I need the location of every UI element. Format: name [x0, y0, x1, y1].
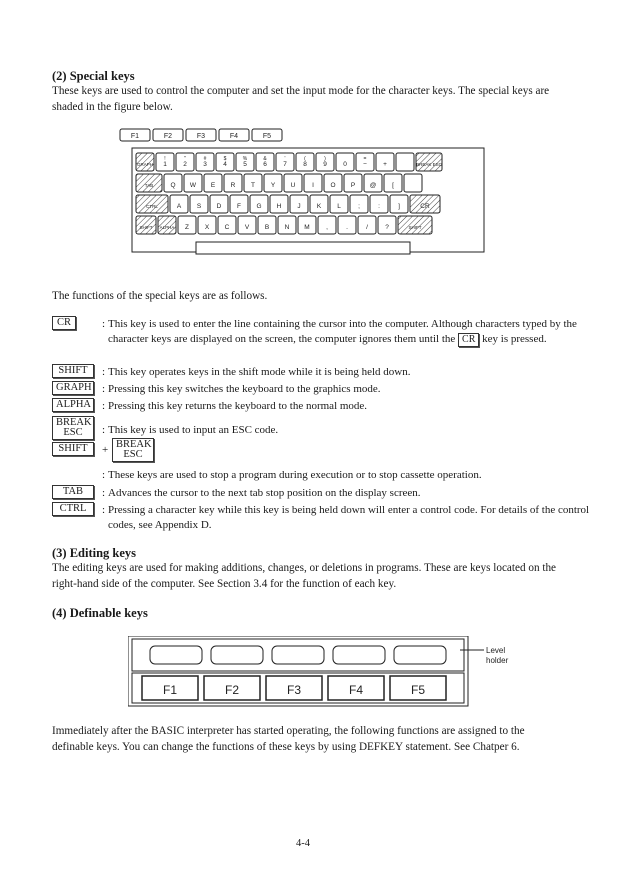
key-label: /	[366, 224, 368, 231]
key-label: X	[204, 224, 210, 231]
shift-key-label: SHIFT	[52, 364, 94, 378]
key-label: N	[284, 224, 290, 231]
cr-key-label: CR	[52, 316, 76, 330]
key-label: F	[237, 203, 241, 210]
definable-key-label-f3: F3	[286, 683, 302, 697]
special-keys-heading: (2) Special keys	[52, 69, 135, 83]
key-shift-label: '	[284, 156, 286, 162]
fkey-label-f1: F1	[130, 133, 140, 140]
key-shift-label: %	[242, 156, 248, 162]
break-esc-description: This key is used to input an ESC code.	[108, 424, 279, 436]
key-shift-label: &	[263, 156, 267, 162]
holder-slot	[333, 646, 385, 664]
cr-desc-text: This key is used to enter the line containing the cursor into the computer. Although characters typed by the character keys are displayed on the screen, the computer ignores them until the	[108, 318, 577, 345]
alpha-key-label: ALPHA	[52, 398, 94, 412]
special-keys-intro: These keys are used to control the computer and set the input mode for the character keys. The special keys are shaded in the figure below.	[52, 85, 550, 113]
fkey-label-f2: F2	[163, 133, 173, 140]
fkey-label-f4: F4	[229, 133, 239, 140]
key-label: G	[256, 203, 262, 210]
colon: :	[102, 383, 106, 395]
key-shift-label: "	[184, 156, 186, 162]
key-label: K	[316, 203, 322, 210]
keyboard-function-keys	[120, 129, 282, 141]
key-label: 4	[223, 161, 227, 168]
shift-description: This key operates keys in the shift mode while it is being held down.	[108, 366, 411, 378]
space-bar	[196, 242, 410, 254]
shift-combo-key: SHIFT	[52, 442, 94, 456]
functions-intro: The functions of the special keys are as follows.	[52, 290, 268, 302]
def-ctrl	[52, 502, 590, 534]
key-label: W	[189, 182, 197, 189]
definable-fkeys	[142, 676, 446, 700]
page-number: 4-4	[296, 838, 310, 849]
key-label: I	[312, 182, 314, 189]
key-label: J	[297, 203, 301, 210]
alpha-description: Pressing this key returns the keyboard to the normal mode.	[108, 400, 368, 412]
level-holder-label-1: Level	[486, 646, 506, 655]
break-esc-combo-key	[112, 438, 154, 462]
cr-desc-tail: key is pressed.	[482, 332, 547, 345]
shift-break-description: These keys are used to stop a program during execution or to stop cassette operation.	[108, 469, 482, 481]
colon: :	[102, 504, 106, 516]
key-label: Y	[270, 182, 276, 189]
key-label: 0	[343, 161, 347, 168]
key-label: M	[304, 224, 310, 231]
fkey-label-f3: F3	[196, 133, 206, 140]
keyboard-keys	[136, 153, 443, 234]
key-label: BREAK ESC	[416, 162, 442, 167]
cr-description	[108, 317, 600, 347]
key-label: ]	[398, 203, 400, 210]
key-shift-label: )	[324, 156, 326, 162]
key-label: 7	[283, 161, 287, 168]
key-label: :	[378, 203, 380, 210]
definable-keys-after: Immediately after the BASIC interpreter has started operating, the following functions are assigned to the definable keys. You can change the functions of these keys by using DEFKEY statement. See Chatper 6.	[52, 725, 525, 753]
key-label: 2	[183, 161, 187, 168]
key-label: C	[224, 224, 230, 231]
colon: :	[102, 424, 106, 436]
editing-keys-body: The editing keys are used for making additions, changes, or deletions in programs. These are keys located on the right-hand side of the computer. See Section 3.4 for the function of each key.	[52, 562, 557, 590]
def-cr	[52, 316, 577, 360]
key-label: B	[264, 224, 270, 231]
colon: :	[102, 318, 106, 330]
key-label: V	[244, 224, 250, 231]
def-shift-break	[52, 438, 572, 484]
key-label: 6	[263, 161, 267, 168]
key-shift-label: $	[223, 156, 227, 162]
key-label: ,	[326, 224, 328, 231]
definable-key-label-f2: F2	[224, 683, 240, 697]
key-label: P	[350, 182, 356, 189]
key-label: T	[251, 182, 255, 189]
key-label: GRAPH	[136, 162, 154, 167]
break-esc-key-label	[52, 416, 94, 440]
key-label: 3	[203, 161, 207, 168]
graph-description: Pressing this key switches the keyboard to the graphics mode.	[108, 383, 381, 395]
key	[404, 174, 422, 192]
key-label: [	[392, 182, 394, 189]
key-label: A	[176, 203, 182, 210]
definable-keys-heading: (4) Definable keys	[52, 606, 148, 620]
level-holder-slots	[150, 646, 446, 664]
holder-slot	[211, 646, 263, 664]
key-label: CR	[420, 203, 430, 210]
holder-slot	[394, 646, 446, 664]
cr-inline-key: CR	[458, 333, 479, 347]
colon: :	[102, 469, 106, 481]
def-break-esc	[52, 416, 572, 440]
key-label: 9	[323, 161, 327, 168]
key-label: E	[210, 182, 216, 189]
level-holder-label-2: holder	[486, 656, 509, 665]
editing-keys-heading: (3) Editing keys	[52, 546, 137, 560]
key-label: @	[369, 182, 377, 189]
definable-keys-figure	[128, 636, 528, 712]
esc-label: ESC	[63, 427, 83, 438]
key-label: TAB	[144, 183, 154, 188]
key-label: R	[230, 182, 236, 189]
key-label: D	[216, 203, 222, 210]
graph-key-label: GRAPH	[52, 381, 94, 395]
keyboard-figure	[112, 126, 496, 276]
key-label: ALPHA	[159, 225, 175, 230]
ctrl-description: Pressing a character key while this key is being held down will enter a control code. For details of the control codes, see Appendix D.	[108, 504, 590, 531]
key-label: O	[330, 182, 336, 189]
break-label: BREAK	[56, 417, 92, 428]
key-label: SHIFT	[408, 225, 422, 230]
holder-slot	[150, 646, 202, 664]
holder-slot	[272, 646, 324, 664]
definable-key-label-f1: F1	[162, 683, 178, 697]
esc-label: ESC	[123, 449, 143, 460]
colon: :	[102, 400, 106, 412]
key-label: CTRL	[146, 204, 158, 209]
key	[396, 153, 414, 171]
key-label: ?	[385, 224, 389, 231]
key-label: Z	[185, 224, 189, 231]
tab-description: Advances the cursor to the next tab stop position on the display screen.	[108, 487, 421, 499]
break-label: BREAK	[116, 439, 152, 450]
key-label: S	[196, 203, 202, 210]
key-label: U	[290, 182, 296, 189]
key-label: Q	[170, 182, 176, 189]
key-label: SHIFT	[139, 225, 153, 230]
definable-key-label-f4: F4	[348, 683, 364, 697]
key-shift-label: =	[363, 156, 367, 162]
definable-key-label-f5: F5	[410, 683, 426, 697]
key-label: L	[337, 203, 341, 210]
key-shift-label: #	[203, 156, 207, 162]
key-label: 8	[303, 161, 307, 168]
fkey-label-f5: F5	[262, 133, 272, 140]
key-label: H	[276, 203, 282, 210]
plus-sign: +	[102, 444, 109, 456]
key-label: .	[346, 224, 348, 231]
key-label: 5	[243, 161, 247, 168]
key-label: +	[383, 161, 387, 168]
key-label: ;	[358, 203, 360, 210]
colon: :	[102, 487, 106, 499]
key-shift-label: (	[304, 156, 306, 162]
key-label: −	[363, 161, 367, 168]
key-label: 1	[163, 161, 167, 168]
key-shift-label: !	[164, 156, 166, 162]
colon: :	[102, 366, 106, 378]
ctrl-key-label: CTRL	[52, 502, 94, 516]
tab-key-label: TAB	[52, 485, 94, 499]
